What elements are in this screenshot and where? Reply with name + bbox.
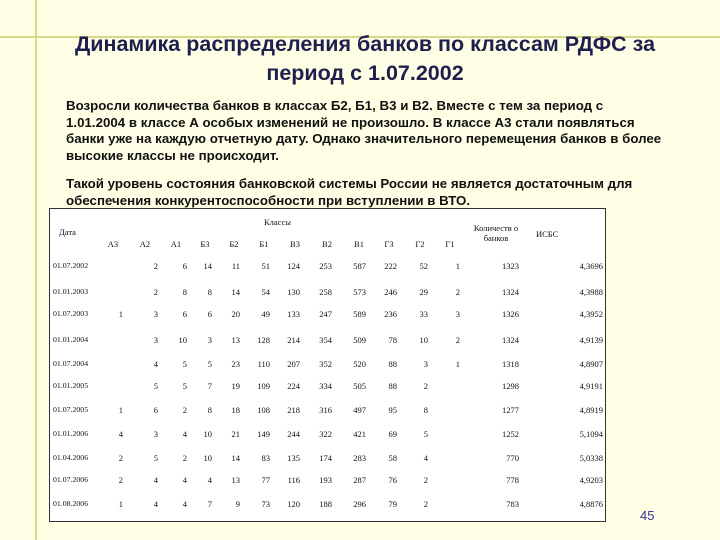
table-cell: 8	[182, 287, 187, 297]
row-date: 01.07.2006	[53, 475, 89, 484]
table-cell: 520	[353, 359, 366, 369]
table-cell: 7	[207, 499, 212, 509]
table-cell: 1324	[502, 287, 519, 297]
row-date: 01.08.2006	[53, 499, 89, 508]
class-header-5: Б1	[259, 239, 269, 249]
class-header-0: А3	[107, 239, 119, 249]
table-cell: 222	[384, 261, 397, 271]
page-number: 45	[640, 508, 655, 523]
table-cell: 88	[388, 359, 397, 369]
table-cell: 1	[118, 405, 123, 415]
table-cell: 76	[388, 475, 397, 485]
class-header-9: Г3	[384, 239, 394, 249]
paragraph-analysis: Возросли количества банков в классах Б2, Б1, В3 и В2. Вместе с тем за период с 1.01.2004 в классе А особых изменений не произошло. В классе А3 стали появляться банки уже на каждую отчетную дату. Однако значительного перемещения банков в более высокие классы не происходит.	[66, 98, 662, 163]
table-cell: 4,3988	[579, 287, 603, 297]
bank-class-table	[49, 208, 606, 522]
table-cell: 2	[455, 335, 460, 345]
table-cell: 124	[287, 261, 300, 271]
class-header-10: Г2	[415, 239, 425, 249]
row-date: 01.01.2003	[53, 287, 89, 296]
table-cell: 1	[118, 309, 123, 319]
table-cell: 354	[319, 335, 332, 345]
table-cell: 149	[257, 429, 270, 439]
table-cell: 10	[178, 335, 187, 345]
table-cell: 5	[182, 381, 187, 391]
table-cell: 214	[287, 335, 300, 345]
table-cell: 1	[118, 499, 123, 509]
table-cell: 258	[319, 287, 332, 297]
table-cell: 8	[207, 287, 212, 297]
table-cell: 207	[287, 359, 300, 369]
table-cell: 322	[319, 429, 332, 439]
table-cell: 49	[261, 309, 270, 319]
table-cell: 174	[319, 453, 332, 463]
table-cell: 2	[182, 405, 187, 415]
class-header-1: А2	[139, 239, 151, 249]
table-cell: 116	[287, 475, 300, 485]
table-cell: 193	[319, 475, 332, 485]
table-cell: 8	[207, 405, 212, 415]
table-cell: 77	[261, 475, 270, 485]
table-cell: 13	[231, 335, 240, 345]
table-cell: 2	[423, 475, 428, 485]
table-cell: 18	[231, 405, 240, 415]
table-cell: 19	[231, 381, 240, 391]
table-cell: 51	[261, 261, 270, 271]
table-cell: 6	[153, 405, 158, 415]
table-cell: 4	[182, 475, 187, 485]
table-cell: 10	[203, 429, 212, 439]
class-header-6: В3	[290, 239, 300, 249]
table-cell: 108	[257, 405, 270, 415]
table-cell: 20	[231, 309, 240, 319]
table-cell: 1323	[502, 261, 519, 271]
row-date: 01.07.2002	[53, 261, 89, 270]
table-cell: 778	[506, 475, 519, 485]
header-bank-count: Количеств о банков	[473, 223, 519, 243]
table-cell: 296	[353, 499, 366, 509]
table-cell: 120	[287, 499, 300, 509]
table-cell: 253	[319, 261, 332, 271]
table-cell: 10	[203, 453, 212, 463]
table-cell: 69	[388, 429, 397, 439]
table-cell: 1298	[502, 381, 519, 391]
table-cell: 79	[388, 499, 397, 509]
row-date: 01.07.2004	[53, 359, 89, 368]
table-cell: 509	[353, 335, 366, 345]
table-cell: 497	[353, 405, 366, 415]
table-cell: 3	[207, 335, 212, 345]
table-cell: 334	[319, 381, 332, 391]
table-cell: 2	[423, 499, 428, 509]
row-date: 01.07.2005	[53, 405, 89, 414]
table-cell: 88	[388, 381, 397, 391]
table-cell: 2	[118, 453, 123, 463]
table-cell: 4	[153, 499, 158, 509]
table-cell: 133	[287, 309, 300, 319]
table-cell: 5,0338	[579, 453, 603, 463]
table-cell: 316	[319, 405, 332, 415]
table-cell: 421	[353, 429, 366, 439]
paragraph-conclusion: Такой уровень состояния банковской системы России не является достаточным для обеспечения конкурентоспособности при вступлении в ВТО.	[66, 176, 633, 208]
table-cell: 3	[423, 359, 428, 369]
table-cell: 218	[287, 405, 300, 415]
table-cell: 4,8919	[579, 405, 603, 415]
table-cell: 1326	[502, 309, 519, 319]
header-isbs: ИСБС	[536, 229, 559, 239]
row-date: 01.01.2005	[53, 381, 89, 390]
table-cell: 4,3696	[579, 261, 603, 271]
table-cell: 2	[153, 287, 158, 297]
table-cell: 2	[455, 287, 460, 297]
table-cell: 6	[182, 309, 187, 319]
table-cell: 5	[182, 359, 187, 369]
table-cell: 1	[455, 359, 460, 369]
table-cell: 4,9139	[579, 335, 603, 345]
decorative-vertical-line	[35, 0, 37, 540]
table-cell: 33	[419, 309, 428, 319]
table-cell: 1	[455, 261, 460, 271]
table-cell: 589	[353, 309, 366, 319]
row-date: 01.01.2004	[53, 335, 89, 344]
table-cell: 283	[353, 453, 366, 463]
header-classes: Классы	[264, 217, 291, 227]
table-cell: 83	[261, 453, 270, 463]
table-cell: 188	[319, 499, 332, 509]
class-header-3: Б3	[200, 239, 210, 249]
table-cell: 2	[153, 261, 158, 271]
class-header-7: В2	[322, 239, 332, 249]
table-cell: 4	[153, 359, 158, 369]
table-cell: 14	[203, 261, 212, 271]
table-cell: 5,1094	[579, 429, 603, 439]
table-cell: 135	[287, 453, 300, 463]
table-cell: 14	[231, 287, 240, 297]
table-cell: 4	[182, 429, 187, 439]
table-cell: 7	[207, 381, 212, 391]
table-cell: 1252	[502, 429, 519, 439]
table-cell: 130	[287, 287, 300, 297]
table-cell: 4	[207, 475, 212, 485]
table-cell: 4,8907	[579, 359, 603, 369]
table-cell: 4,9191	[579, 381, 603, 391]
slide-title: Динамика распределения банков по классам РДФС за период с 1.07.2002	[74, 32, 656, 85]
table-cell: 11	[231, 261, 240, 271]
table-cell: 3	[455, 309, 460, 319]
class-header-2: А1	[170, 239, 182, 249]
table-cell: 1277	[502, 405, 519, 415]
table-cell: 73	[261, 499, 270, 509]
row-date: 01.01.2006	[53, 429, 89, 438]
table-cell: 246	[384, 287, 397, 297]
table-cell: 4,9203	[579, 475, 603, 485]
table-cell: 770	[506, 453, 519, 463]
table-cell: 352	[319, 359, 332, 369]
table-cell: 5	[423, 429, 428, 439]
table-cell: 5	[153, 381, 158, 391]
table-cell: 4	[118, 429, 123, 439]
row-date: 01.07.2003	[53, 309, 89, 318]
table-cell: 287	[353, 475, 366, 485]
table-cell: 236	[384, 309, 397, 319]
table-cell: 110	[257, 359, 270, 369]
table-cell: 587	[353, 261, 366, 271]
table-cell: 9	[235, 499, 240, 509]
table-cell: 10	[419, 335, 428, 345]
table-cell: 783	[506, 499, 519, 509]
table-cell: 109	[257, 381, 270, 391]
table-cell: 2	[182, 453, 187, 463]
table-cell: 573	[353, 287, 366, 297]
table-cell: 1318	[502, 359, 519, 369]
table-cell: 52	[419, 261, 428, 271]
table-cell: 3	[153, 429, 158, 439]
table-cell: 4,8876	[579, 499, 603, 509]
table-cell: 1324	[502, 335, 519, 345]
table-cell: 78	[388, 335, 397, 345]
table-cell: 3	[153, 335, 158, 345]
table-cell: 29	[419, 287, 428, 297]
table-cell: 6	[182, 261, 187, 271]
class-header-8: В1	[354, 239, 364, 249]
table-cell: 505	[353, 381, 366, 391]
table-cell: 13	[231, 475, 240, 485]
table-cell: 4	[153, 475, 158, 485]
table-cell: 5	[153, 453, 158, 463]
table-cell: 5	[207, 359, 212, 369]
header-date: Дата	[59, 227, 76, 237]
table-cell: 54	[261, 287, 270, 297]
table-cell: 247	[319, 309, 332, 319]
table-cell: 2	[423, 381, 428, 391]
row-date: 01.04.2006	[53, 453, 89, 462]
table-cell: 244	[287, 429, 300, 439]
table-cell: 224	[287, 381, 300, 391]
table-cell: 4	[182, 499, 187, 509]
table-cell: 23	[231, 359, 240, 369]
class-header-4: Б2	[229, 239, 239, 249]
table-cell: 4,3952	[579, 309, 603, 319]
table-cell: 4	[423, 453, 428, 463]
table-cell: 58	[388, 453, 397, 463]
table-cell: 128	[257, 335, 270, 345]
table-cell: 2	[118, 475, 123, 485]
table-cell: 14	[231, 453, 240, 463]
table-cell: 6	[207, 309, 212, 319]
class-header-11: Г1	[445, 239, 455, 249]
table-cell: 21	[231, 429, 240, 439]
table-cell: 3	[153, 309, 158, 319]
table-cell: 95	[388, 405, 397, 415]
table-cell: 8	[423, 405, 428, 415]
